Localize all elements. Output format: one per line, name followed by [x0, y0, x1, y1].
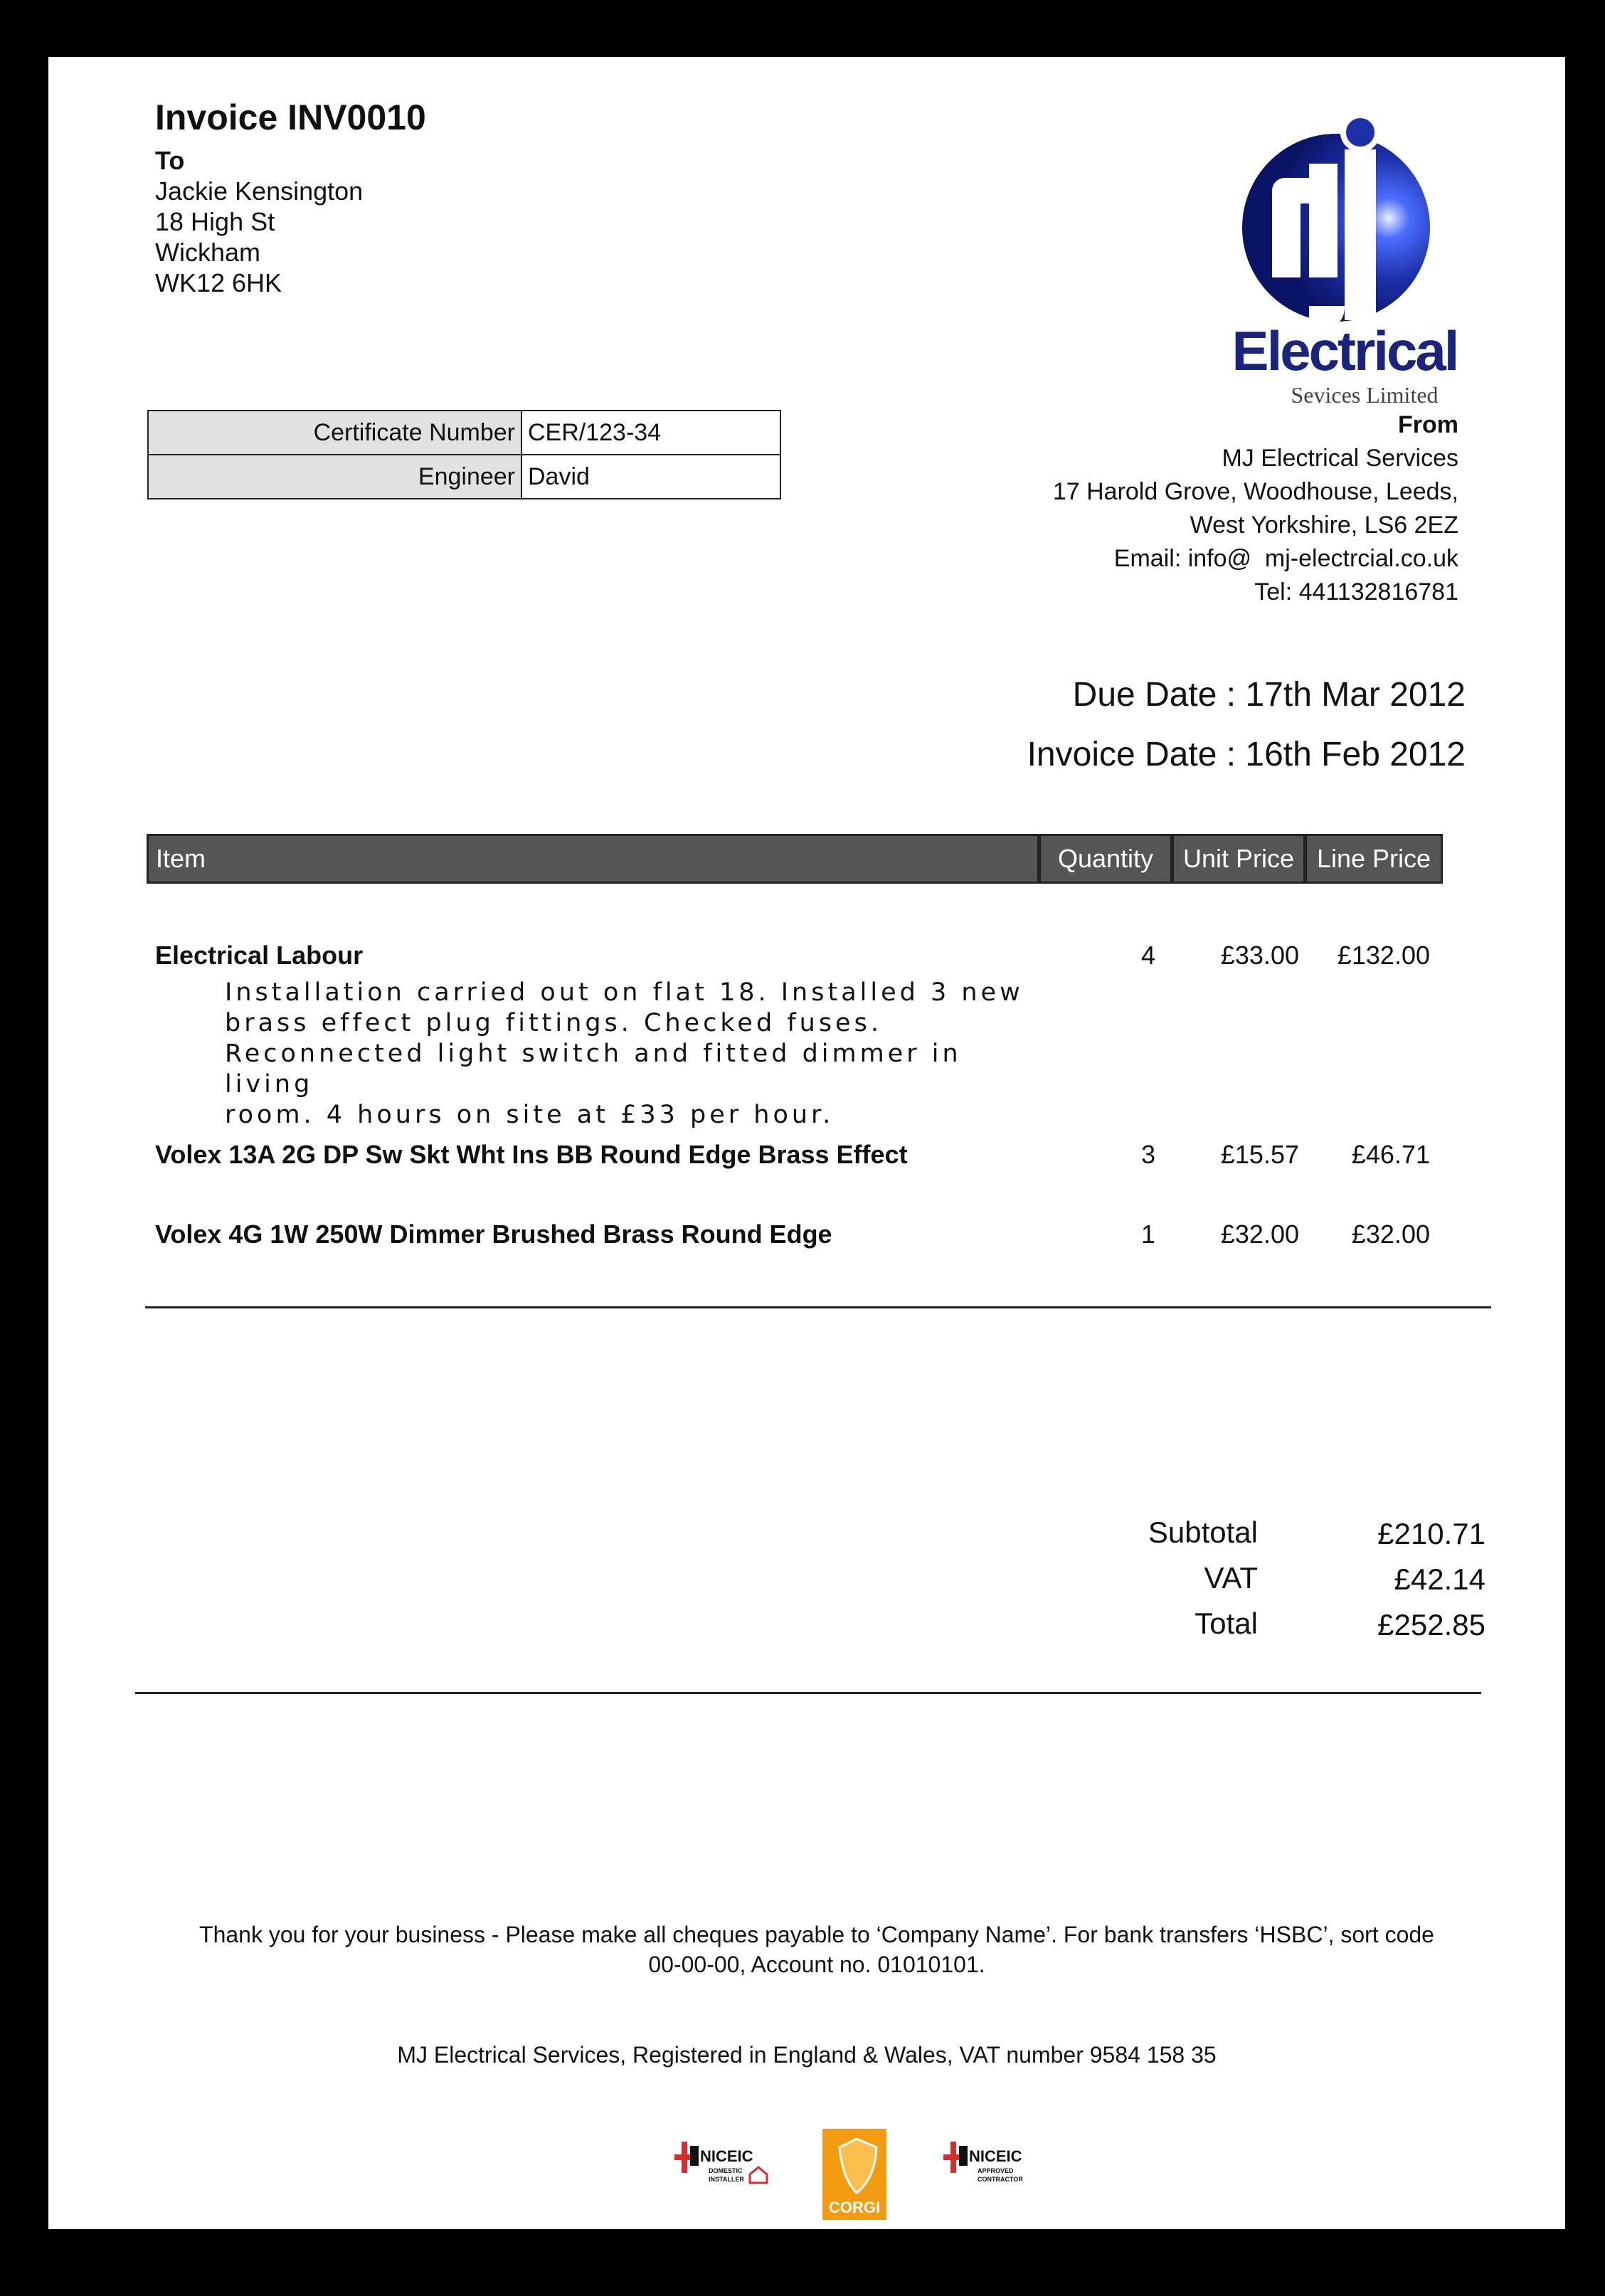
total-value: £252.85 [1377, 1608, 1485, 1641]
niceic-approved-contractor-icon [941, 2136, 1040, 2196]
item-quantity: 1 [1140, 1220, 1155, 1249]
item-name: Volex 4G 1W 250W Dimmer Brushed Brass Round Edge [155, 1220, 832, 1249]
header-unit-price: Unit Price [1174, 836, 1307, 882]
total-label: Total [1195, 1607, 1258, 1640]
certificate-number-label: Certificate Number [148, 411, 521, 455]
totals-block [973, 1515, 1493, 1652]
item-line-price: £132.00 [1337, 941, 1430, 970]
recipient-address-line: WK12 6HK [155, 268, 282, 297]
engineer-label: Engineer [148, 455, 521, 499]
item-line-price: £32.00 [1351, 1220, 1430, 1249]
svg-text:DOMESTIC: DOMESTIC [709, 2167, 743, 2174]
vat-value: £42.14 [1394, 1562, 1485, 1596]
item-line-price: £46.71 [1351, 1140, 1430, 1169]
company-logo [1202, 92, 1487, 434]
subtotal-row [973, 1515, 1493, 1561]
invoice-page [48, 57, 1565, 2229]
recipient-name: Jackie Kensington [155, 176, 364, 206]
recipient-block [155, 145, 363, 298]
sender-phone: Tel: 441132816781 [1254, 578, 1458, 605]
svg-text:Electrical: Electrical [1231, 319, 1458, 382]
recipient-address-line: Wickham [155, 238, 261, 267]
to-label: To [155, 146, 185, 175]
sender-address-line: West Yorkshire, LS6 2EZ [1190, 512, 1458, 539]
svg-text:CONTRACTOR: CONTRACTOR [978, 2176, 1023, 2183]
payment-note-line: 00-00-00, Account no. 01010101. [648, 1952, 985, 1977]
table-row [148, 411, 780, 455]
table-row [155, 1140, 1485, 1175]
header-quantity: Quantity [1041, 836, 1174, 882]
sender-address-line: 17 Harold Grove, Woodhouse, Leeds, [1052, 478, 1458, 505]
table-row [148, 455, 780, 499]
vat-row [973, 1561, 1493, 1607]
header-line-price: Line Price [1307, 836, 1441, 882]
svg-text:Sevices Limited: Sevices Limited [1291, 382, 1439, 408]
from-label: From [1398, 411, 1458, 438]
item-quantity: 4 [1140, 941, 1155, 970]
table-row [155, 941, 1485, 1129]
item-description-line: Reconnected light switch and fitted dimmer in living [225, 1039, 962, 1099]
payment-note [191, 1920, 1443, 1979]
svg-text:CORGI: CORGI [828, 2199, 881, 2216]
payment-note-line: Thank you for your business - Please make all cheques payable to ‘Company Name’. For bank transfers ‘HSBC’, sort code [199, 1922, 1434, 1947]
vat-label: VAT [1204, 1561, 1258, 1594]
recipient-address-line: 18 High St [155, 207, 275, 236]
item-description [225, 978, 1050, 1131]
divider [135, 1692, 1481, 1694]
total-row [973, 1607, 1493, 1652]
mj-electrical-logo-icon [1202, 92, 1487, 434]
registration-note: MJ Electrical Services, Registered in England & Wales, VAT number 9584 158 35 [397, 2042, 1217, 2068]
item-name: Volex 13A 2G DP Sw Skt Wht Ins BB Round Edge Brass Effect [155, 1140, 908, 1169]
divider [145, 1306, 1491, 1308]
item-unit-price: £33.00 [1220, 941, 1299, 970]
niceic-domestic-installer-icon [672, 2136, 771, 2196]
corgi-icon [822, 2129, 886, 2223]
svg-text:INSTALLER: INSTALLER [709, 2176, 744, 2183]
subtotal-label: Subtotal [1148, 1515, 1258, 1549]
item-description-line: Installation carried out on flat 18. Installed 3 new [225, 978, 1024, 1007]
item-unit-price: £32.00 [1220, 1220, 1299, 1249]
items-table-header [147, 834, 1443, 884]
subtotal-value: £210.71 [1377, 1517, 1485, 1550]
item-quantity: 3 [1140, 1140, 1155, 1169]
invoice-date: Invoice Date : 16th Feb 2012 [1027, 736, 1466, 773]
svg-text:NICEIC: NICEIC [700, 2147, 753, 2165]
invoice-title: Invoice INV0010 [155, 97, 426, 137]
due-date: Due Date : 17th Mar 2012 [1072, 676, 1466, 714]
item-description-line: room. 4 hours on site at £33 per hour. [225, 1101, 835, 1129]
sender-company: MJ Electrical Services [1222, 445, 1458, 472]
table-row [155, 1220, 1485, 1255]
item-description-line: brass effect plug fittings. Checked fuses. [225, 1009, 882, 1037]
sender-email[interactable]: Email: info@ mj-electrcial.co.uk [1113, 545, 1458, 572]
svg-text:APPROVED: APPROVED [978, 2167, 1014, 2174]
header-item: Item [149, 836, 1041, 882]
engineer-value: David [521, 455, 780, 499]
item-name: Electrical Labour [155, 941, 364, 970]
item-unit-price: £15.57 [1220, 1140, 1299, 1169]
svg-text:NICEIC: NICEIC [969, 2147, 1022, 2165]
sender-block [1053, 408, 1458, 609]
certificate-table [147, 410, 781, 499]
invoice-dates [1027, 665, 1466, 785]
certificate-number-value: CER/123-34 [521, 411, 780, 455]
